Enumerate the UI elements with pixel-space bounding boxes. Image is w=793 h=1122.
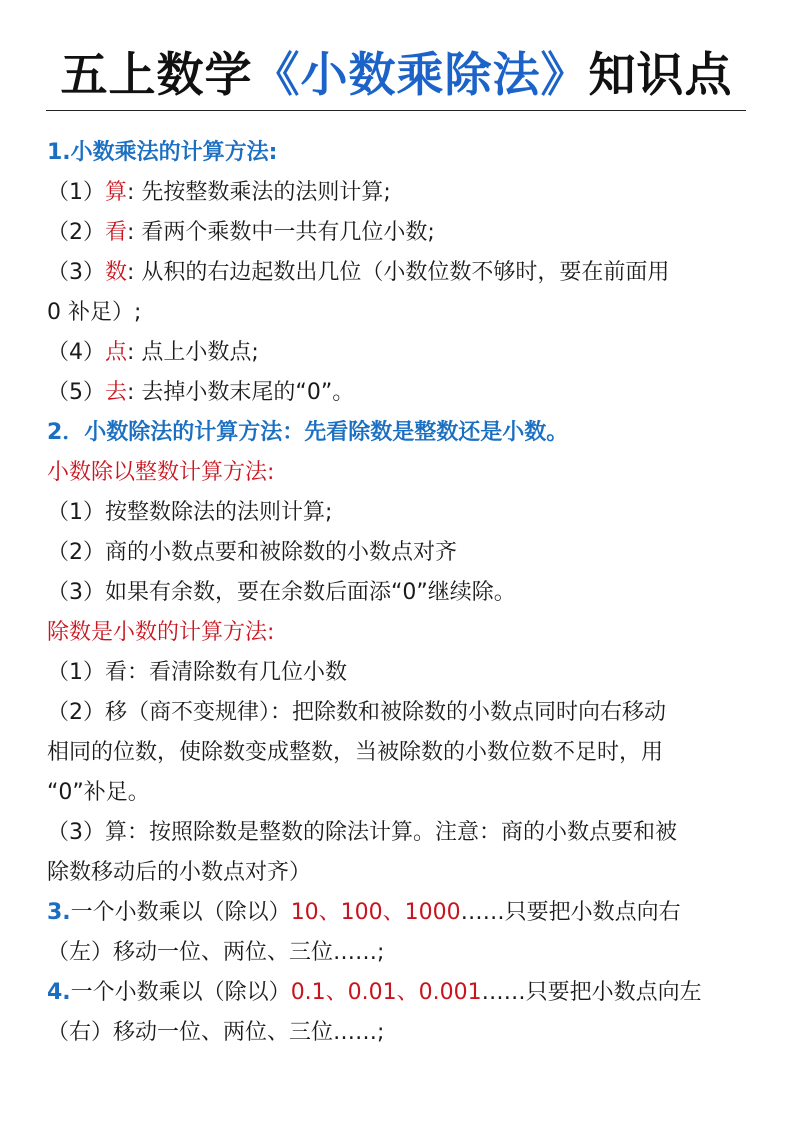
step-key: 数 <box>105 260 128 285</box>
step-key: 点 <box>105 340 128 365</box>
sub2-line-3: 相同的位数，使除数变成整数，当被除数的小数位数不足时，用 <box>47 740 664 765</box>
section2-heading: 2．小数除法的计算方法：先看除数是整数还是小数。 <box>47 420 569 445</box>
section3-line <box>47 898 681 928</box>
step-key: 算 <box>105 180 128 205</box>
s1-step-5 <box>47 378 354 408</box>
step-num: （5） <box>47 380 105 405</box>
section4-line <box>47 978 702 1008</box>
step-num: （2） <box>47 220 105 245</box>
section3-text: 一个小数乘以（除以） <box>70 900 291 925</box>
sub2-line-4: “0”补足。 <box>47 780 150 805</box>
sub1-heading: 小数除以整数计算方法: <box>47 460 275 485</box>
s1-step-2 <box>47 218 435 248</box>
page-title <box>0 46 793 106</box>
step-num: （3） <box>47 260 105 285</box>
section3-cont: （左）移动一位、两位、三位……; <box>47 940 385 965</box>
sub2-heading: 除数是小数的计算方法: <box>47 620 275 645</box>
title-prefix: 五上数学 <box>60 48 253 103</box>
step-key: 看 <box>105 220 128 245</box>
section4-number: 4. <box>47 980 71 1005</box>
s1-step-3 <box>47 258 669 288</box>
step-key: 去 <box>105 380 128 405</box>
step-text: : 去掉小数末尾的“0”。 <box>127 380 355 405</box>
s1-step-3-cont: 0 补足）; <box>47 300 142 325</box>
section3-number: 3. <box>47 900 71 925</box>
step-text: : 从积的右边起数出几位（小数位数不够时，要在前面用 <box>127 260 670 285</box>
section4-text-end: ……只要把小数点向左 <box>481 980 702 1005</box>
sub2-line-6: 除数移动后的小数点对齐） <box>47 860 312 885</box>
sub2-line-5: （3）算：按照除数是整数的除法计算。注意：商的小数点要和被 <box>47 820 677 845</box>
section4-text: 一个小数乘以（除以） <box>70 980 291 1005</box>
title-suffix: 知识点 <box>588 48 733 103</box>
section1-heading: 1.小数乘法的计算方法: <box>47 140 278 165</box>
sub1-line-1: （1）按整数除法的法则计算; <box>47 500 333 525</box>
step-num: （4） <box>47 340 105 365</box>
sub1-line-2: （2）商的小数点要和被除数的小数点对齐 <box>47 540 457 565</box>
section4-values: 0.1、0.01、0.001 <box>290 980 482 1005</box>
step-num: （1） <box>47 180 105 205</box>
s1-step-1 <box>47 178 391 208</box>
step-text: : 先按整数乘法的法则计算; <box>127 180 391 205</box>
sub2-line-1: （1）看：看清除数有几位小数 <box>47 660 347 685</box>
step-text: : 看两个乘数中一共有几位小数; <box>127 220 435 245</box>
section3-values: 10、100、1000 <box>290 900 461 925</box>
step-text: : 点上小数点; <box>127 340 259 365</box>
s1-step-4 <box>47 338 259 368</box>
section3-text-end: ……只要把小数点向右 <box>460 900 681 925</box>
title-highlight: 《小数乘除法》 <box>252 48 589 103</box>
sub2-line-2: （2）移（商不变规律）：把除数和被除数的小数点同时向右移动 <box>47 700 666 725</box>
sub1-line-3: （3）如果有余数，要在余数后面添“0”继续除。 <box>47 580 516 605</box>
title-underline <box>46 110 746 111</box>
section4-cont: （右）移动一位、两位、三位……; <box>47 1020 385 1045</box>
